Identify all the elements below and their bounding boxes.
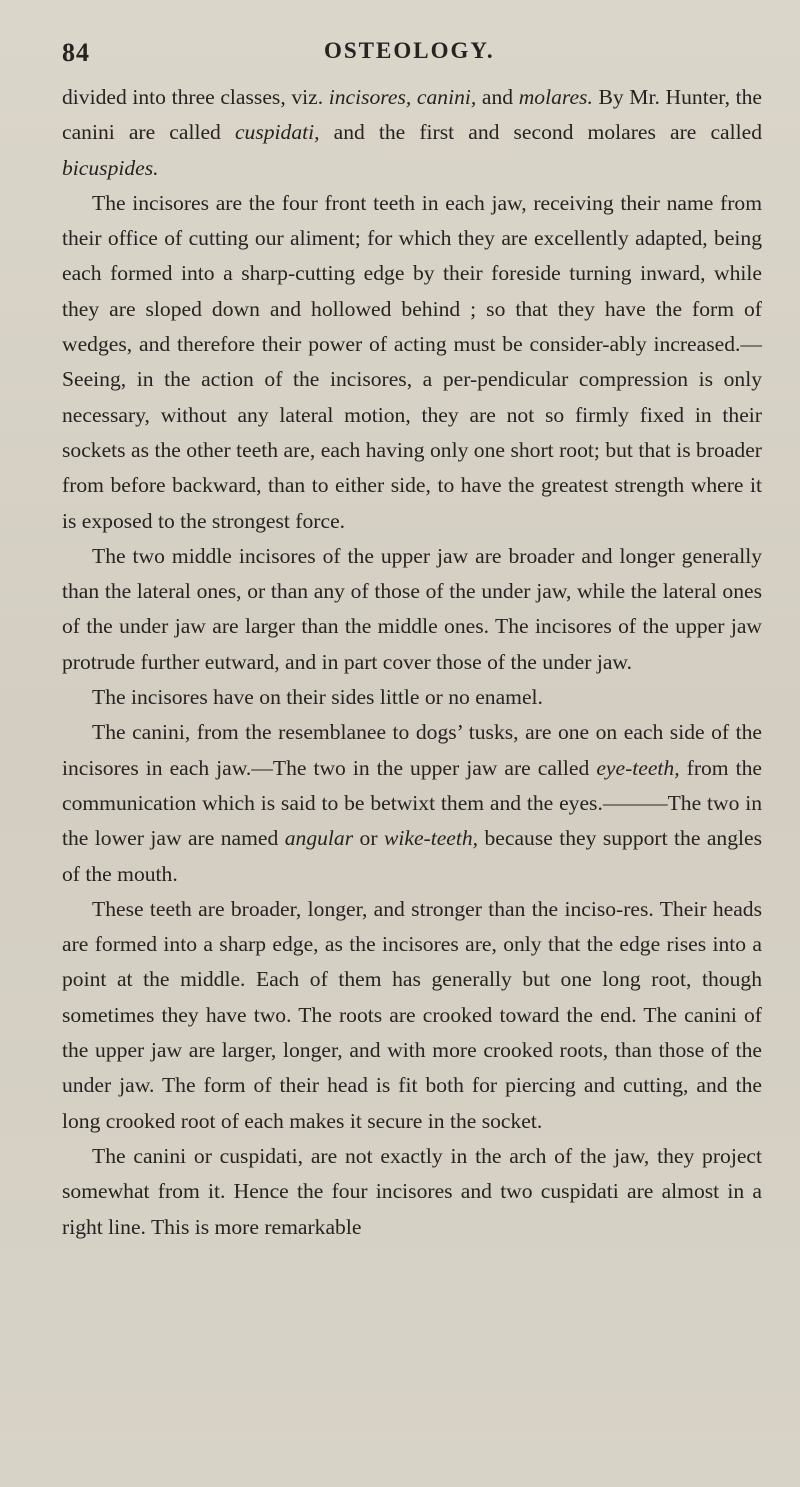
paragraph [62, 680, 762, 715]
page-header [62, 30, 762, 80]
italic-term: cuspidati, [234, 120, 320, 145]
text-run: These teeth are broader, longer, and stronger than the inciso-res. Their heads are formed into a sharp edge, as the incisores are, only that the edge rises into a point at the middle. Each of them has generally but one long root, though sometimes they have two. The roots are crooked toward the end. The canini of the upper jaw are larger, longer, and with more crooked roots, than those of the under jaw. The form of their head is fit both for piercing and cutting, and the long crooked root of each makes it secure in the socket. [62, 896, 762, 1133]
italic-term: incisores, canini, [328, 85, 477, 109]
text-run: The canini or cuspidati, are not exactly in the arch of the jaw, they project somewhat from it. Hence the four incisores and two cuspidati are almost in a right line. This is more remarkable [62, 1143, 762, 1239]
text-run: The canini, from the resemblanee to dogs’ tusks, are one on each side of the incisores in each jaw.—The two in the upper jaw are called [62, 720, 762, 780]
text-run: The incisores are the four front teeth in each jaw, receiving their name from their office of cutting our aliment; for which they are excellently adapted, being each formed into a sharp-cutting edge by their foreside turning inward, while they are sloped down and hollowed behind ; so that they have the form of wedges, and therefore their power of acting must be consider-ably increased.—Seeing, in the action of the incisores, a per-pendicular compression is only necessary, without any lateral motion, they are not so firmly fixed in their sockets as the other teeth are, each having only one short root; but that is broader from before backward, than to either side, to have the greatest strength where it is exposed to the strongest force. [62, 190, 762, 533]
paragraph [62, 1139, 762, 1245]
italic-term: molares. [518, 85, 593, 109]
italic-term: bicuspides. [62, 155, 159, 180]
paragraph [62, 715, 762, 891]
paragraph [62, 80, 762, 186]
text-run: divided into three classes, viz. [62, 85, 329, 109]
text-run: because they support the angles of the mouth. [62, 826, 762, 886]
paragraph [62, 539, 762, 680]
text-run: from the communication which is said to be betwixt them and the eyes.———The two in the lower jaw are named [62, 755, 762, 851]
running-title: OSTEOLOGY. [324, 38, 495, 63]
text-run: The incisores have on their sides little or no enamel. [92, 685, 543, 710]
italic-term: eye-teeth, [596, 755, 680, 780]
text-run: and the first and second molares are called [319, 120, 763, 145]
paragraph [62, 892, 762, 1139]
paragraph [62, 186, 762, 539]
text-run: The two middle incisores of the upper jaw are broader and longer generally than the lateral ones, or than any of those of the under jaw, while the lateral ones of the under jaw are larger than the middle ones. The incisores of the upper jaw protrude further eutward, and in part cover those of the under jaw. [62, 543, 762, 674]
italic-term: wike-teeth, [383, 826, 479, 851]
page-number: 84 [62, 38, 90, 67]
text-run: By Mr. Hunter, the canini are called [62, 85, 762, 145]
italic-term: angular [284, 826, 354, 851]
text-run: and [476, 85, 519, 109]
text-run: or [353, 826, 384, 851]
body-text [62, 80, 762, 1245]
